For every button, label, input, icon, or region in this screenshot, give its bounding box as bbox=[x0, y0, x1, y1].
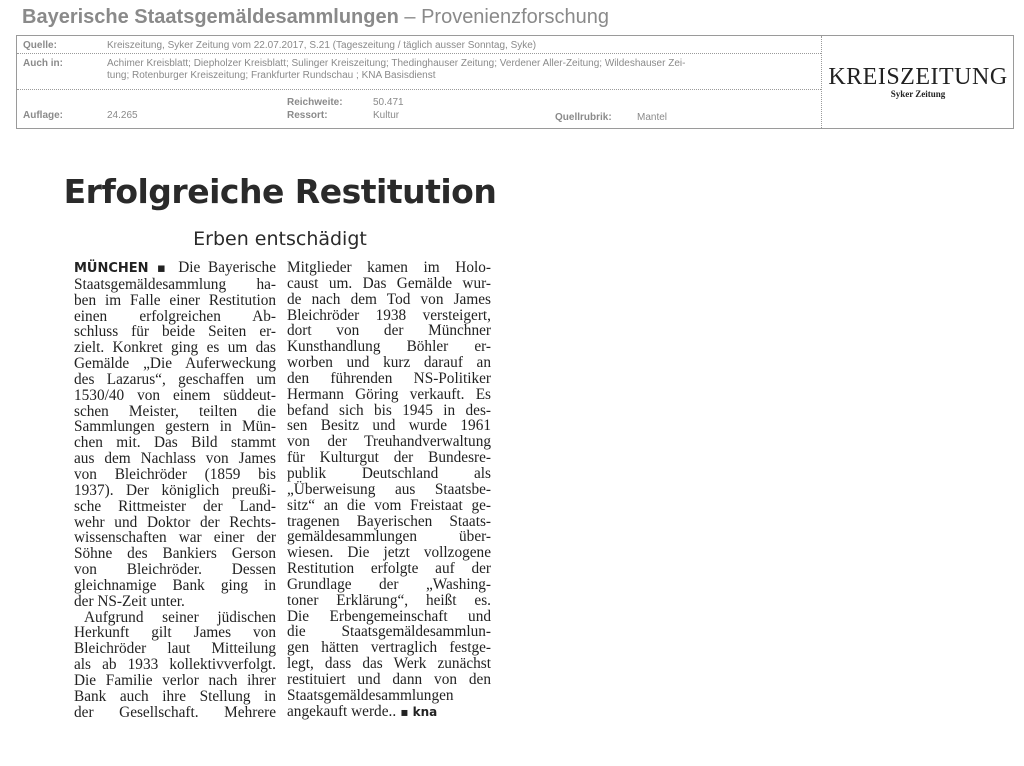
article-line: de nach dem Tod von James bbox=[287, 290, 491, 308]
auch-in-label: Auch in: bbox=[23, 58, 63, 69]
article-line: Die Erbengemeinschaft und bbox=[287, 607, 491, 625]
article-line: Bleichröder laut Mitteilung bbox=[74, 640, 276, 658]
reichweite-label: Reichweite: bbox=[287, 97, 343, 108]
article-line: schen Meister, teilten die bbox=[74, 402, 276, 420]
article-line: Bleichröder 1938 versteigert, bbox=[287, 306, 491, 324]
quellrubrik-label: Quellrubrik: bbox=[555, 112, 612, 123]
article-line: befand sich bis 1945 in des- bbox=[287, 401, 491, 419]
newspaper-logo-name: KREISZEITUNG bbox=[828, 64, 1008, 90]
newspaper-logo-subtitle: Syker Zeitung bbox=[890, 89, 946, 99]
article-line: von Bleichröder (1859 bis bbox=[74, 465, 276, 483]
article-line: der NS-Zeit unter. bbox=[74, 592, 185, 610]
article-line: ben im Falle einer Restitution bbox=[74, 291, 276, 309]
article-line: angekauft werde.. ▪ kna bbox=[287, 702, 438, 720]
quelle-label: Quelle: bbox=[23, 40, 57, 51]
source-metadata-box bbox=[16, 35, 1014, 129]
article-line: Gemälde „Die Auferweckung bbox=[74, 355, 276, 373]
article-line: wiesen. Die jetzt vollzogene bbox=[287, 544, 491, 562]
article-line: Hermann Göring verkauft. Es bbox=[287, 385, 491, 403]
article-line: „Überweisung aus Staatsbe- bbox=[287, 480, 491, 498]
article-line: schluss für beide Seiten er- bbox=[74, 323, 276, 341]
article-line: die Staatsgemäldesammlun- bbox=[287, 623, 491, 641]
article-line: sen Besitz und wurde 1961 bbox=[287, 417, 491, 435]
newspaper-logo bbox=[823, 36, 1013, 128]
article-line: 1937). Der königlich preußi- bbox=[74, 481, 276, 499]
article-line: toner Erklärung“, heißt es. bbox=[287, 591, 491, 609]
article-line: restituiert und dann von den bbox=[287, 670, 491, 688]
article-headline: Erfolgreiche Restitution bbox=[63, 172, 497, 211]
reichweite-value: 50.471 bbox=[373, 97, 404, 108]
article-line: Staatsgemäldesammlung ha- bbox=[74, 275, 276, 293]
auch-in-line-2: tung; Rotenburger Kreiszeitung; Frankfurter Rundschau ; KNA Basisdienst bbox=[107, 70, 436, 81]
article-line: Die Familie verlor nach ihrer bbox=[74, 671, 276, 689]
article-line: Bank auch ihre Stellung in bbox=[74, 687, 276, 705]
quellrubrik-value: Mantel bbox=[637, 112, 668, 123]
article-line: der Gesellschaft. Mehrere bbox=[74, 703, 276, 721]
article-column-2 bbox=[287, 260, 491, 720]
article-line: Herkunft gilt James von bbox=[74, 624, 276, 642]
quelle-row bbox=[17, 36, 821, 54]
article-line: 1530/40 von einem süddeut- bbox=[74, 386, 276, 404]
article-line: wehr und Doktor der Rechts- bbox=[74, 513, 276, 531]
quelle-value: Kreiszeitung, Syker Zeitung vom 22.07.2017, S.21 (Tageszeitung / täglich ausser Sonntag, Syke) bbox=[107, 40, 537, 51]
article-line: Sammlungen gestern in Mün- bbox=[74, 418, 276, 436]
article-line: des Lazarus“, geschaffen um bbox=[74, 370, 276, 388]
article-dateline: MÜNCHEN ▪ bbox=[74, 261, 179, 276]
circulation-row bbox=[17, 90, 821, 128]
article-line: den führenden NS-Politiker bbox=[287, 369, 491, 387]
article-line: chen mit. Das Bild stammt bbox=[74, 434, 276, 452]
auflage-value: 24.265 bbox=[107, 110, 138, 121]
article-line: Grundlage der „Washing- bbox=[287, 575, 491, 593]
article-line: als ab 1933 kollektivverfolgt. bbox=[74, 656, 276, 674]
agency-signature: ▪ kna bbox=[396, 704, 438, 719]
article-line: Kunsthandlung Böhler er- bbox=[287, 338, 491, 356]
article-line: von der Treuhandverwaltung bbox=[287, 433, 491, 451]
archive-banner bbox=[22, 6, 609, 29]
archive-subtitle: – Provenienzforschung bbox=[398, 6, 609, 28]
auch-in-line-1: Achimer Kreisblatt; Diepholzer Kreisblatt; Sulinger Kreiszeitung; Thedinghauser Zeitung; Verdener Aller-Zeitung; Wildeshauser Zei- bbox=[107, 58, 686, 69]
article-line: Söhne des Bankiers Gerson bbox=[74, 545, 276, 563]
article-line: worben und kurz darauf an bbox=[287, 354, 491, 372]
article-line: publik Deutschland als bbox=[287, 464, 491, 482]
auflage-label: Auflage: bbox=[23, 110, 63, 121]
article-line: Mitglieder kamen im Holo- bbox=[287, 259, 491, 276]
article-line: caust um. Das Gemälde wur- bbox=[287, 274, 491, 292]
archive-title: Bayerische Staatsgemäldesammlungen bbox=[22, 6, 399, 28]
ressort-label: Ressort: bbox=[287, 110, 328, 121]
article-line: Aufgrund seiner jüdischen bbox=[84, 608, 276, 626]
article-line: aus dem Nachlass von James bbox=[74, 450, 276, 468]
article-line: gleichnamige Bank ging in bbox=[74, 576, 276, 594]
article-line: von Bleichröder. Dessen bbox=[74, 561, 276, 579]
auch-in-value bbox=[107, 58, 812, 82]
article-line: tragenen Bayerischen Staats- bbox=[287, 512, 491, 530]
article-line: für Kulturgut der Bundesre- bbox=[287, 449, 491, 467]
article-line: gemäldesammlungen über- bbox=[287, 528, 491, 546]
article-line: wissenschaften war einer der bbox=[74, 529, 276, 547]
article-column-1 bbox=[74, 260, 276, 720]
article-line: Staatsgemäldesammlungen bbox=[287, 686, 454, 704]
article-line: einen erfolgreichen Ab- bbox=[74, 307, 276, 325]
article-line: dort von der Münchner bbox=[287, 322, 491, 340]
article-line: legt, dass das Werk zunächst bbox=[287, 655, 491, 673]
ressort-value: Kultur bbox=[373, 110, 400, 121]
article-line: Restitution erfolgte auf der bbox=[287, 560, 491, 578]
article-line: sitz“ an die vom Freistaat ge- bbox=[287, 496, 491, 514]
article-line: zielt. Konkret ging es um das bbox=[74, 339, 276, 357]
article-line: gen hätten vertraglich festge- bbox=[287, 639, 491, 657]
article-subheadline: Erben entschädigt bbox=[193, 228, 367, 250]
article-line: sche Rittmeister der Land- bbox=[74, 497, 276, 515]
auch-in-row bbox=[17, 54, 821, 90]
article-line: MÜNCHEN ▪ Die Bayerische bbox=[74, 259, 276, 276]
